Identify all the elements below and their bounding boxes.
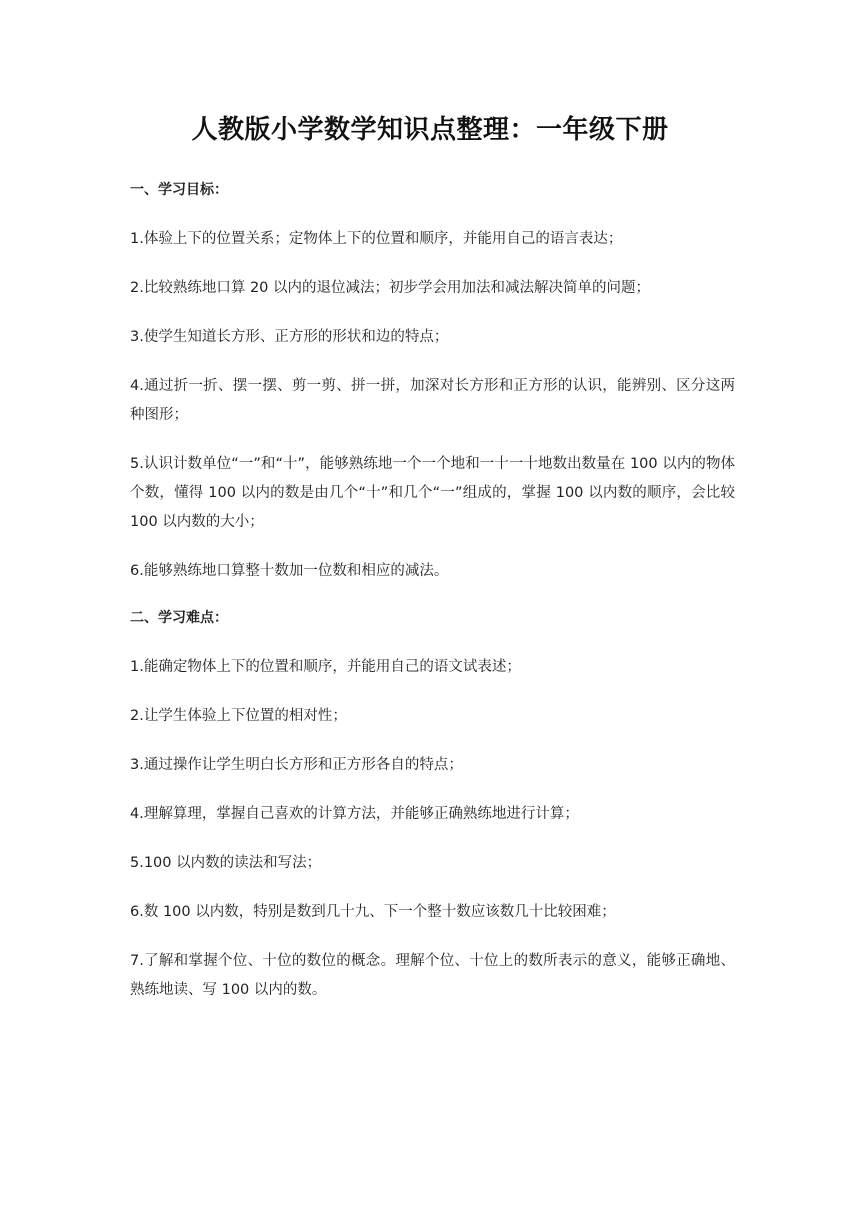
list-item: 4.通过折一折、摆一摆、剪一剪、拼一拼，加深对长方形和正方形的认识，能辨别、区分这两种图形；: [130, 378, 735, 423]
document-title: 人教版小学数学知识点整理：一年级下册: [191, 115, 669, 145]
list-item: 2.比较熟练地口算 20 以内的退位减法；初步学会用加法和减法解决简单的问题；: [130, 280, 651, 296]
section-heading: 一、学习目标：: [130, 182, 228, 198]
list-item: 1.体验上下的位置关系；定物体上下的位置和顺序，并能用自己的语言表达；: [130, 231, 623, 247]
list-item: 3.通过操作让学生明白长方形和正方形各自的特点；: [130, 757, 463, 773]
list-item: 6.能够熟练地口算整十数加一位数和相应的减法。: [130, 563, 449, 579]
document-body: [130, 178, 735, 1025]
list-item: 7.了解和掌握个位、十位的数位的概念。理解个位、十位上的数所表示的意义，能够正确地、熟练地读、写 100 以内的数。: [130, 953, 735, 998]
list-item: 6.数 100 以内数，特别是数到几十九、下一个整十数应该数几十比较困难；: [130, 904, 616, 920]
list-item: 3.使学生知道长方形、正方形的形状和边的特点；: [130, 329, 449, 345]
list-item: 1.能确定物体上下的位置和顺序，并能用自己的语文试表述；: [130, 659, 521, 675]
list-item: 4.理解算理，掌握自己喜欢的计算方法，并能够正确熟练地进行计算；: [130, 806, 579, 822]
list-item: 5.100 以内数的读法和写法；: [130, 855, 322, 871]
section-learning-goals: [130, 178, 735, 586]
section-heading: 二、学习难点：: [130, 610, 228, 626]
list-item: 5.认识计数单位“一”和“十”，能够熟练地一个一个地和一十一十地数出数量在 100 以内的物体个数，懂得 100 以内的数是由几个“十”和几个“一”组成的，掌握 100 以内数的顺序，会比较 100 以内数的大小；: [130, 456, 735, 530]
section-learning-difficulties: [130, 606, 735, 1005]
list-item: 2.让学生体验上下位置的相对性；: [130, 708, 347, 724]
